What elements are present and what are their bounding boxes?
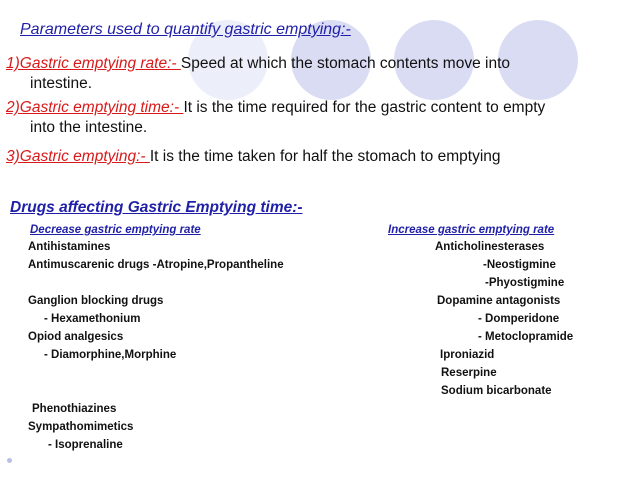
decrease-drug-item: Ganglion blocking drugs <box>28 295 164 307</box>
point-label: 2)Gastric emptying time:- <box>6 99 184 116</box>
point-text-continued: intestine. <box>30 75 93 92</box>
decrease-drug-subitem: - Hexamethonium <box>44 313 141 325</box>
increase-column-heading: Increase gastric emptying rate <box>388 224 555 236</box>
point-text: It is the time required for the gastric content to empty <box>183 99 546 116</box>
drugs-section-title: Drugs affecting Gastric Emptying time:- <box>10 199 303 216</box>
decor-circle <box>498 20 578 100</box>
point-text: It is the time taken for half the stomach to emptying <box>149 148 501 165</box>
increase-drug-item: Anticholinesterases <box>435 241 545 253</box>
point-text: Speed at which the stomach contents move into <box>180 55 510 72</box>
increase-drug-subitem: - Metoclopramide <box>478 331 574 343</box>
decrease-drug-item: Opiod analgesics <box>28 331 124 343</box>
decrease-drug-item: Antimuscarenic drugs -Atropine,Propantheline <box>28 259 284 271</box>
increase-drug-subitem: -Neostigmine <box>483 259 556 271</box>
increase-drug-item: Reserpine <box>441 367 497 379</box>
point-gastric-emptying-time <box>6 98 545 138</box>
decrease-drug-item: Phenothiazines <box>32 403 117 415</box>
point-label: 3)Gastric emptying:- <box>6 148 150 165</box>
decrease-drug-subitem: - Isoprenaline <box>48 439 123 451</box>
point-gastric-emptying <box>6 147 501 167</box>
decrease-drug-subitem: - Diamorphine,Morphine <box>44 349 177 361</box>
bullet-icon <box>7 458 12 463</box>
decrease-drug-item: Sympathomimetics <box>28 421 134 433</box>
decrease-column-heading: Decrease gastric emptying rate <box>30 224 201 236</box>
point-label: 1)Gastric emptying rate:- <box>6 55 181 72</box>
slide-title: Parameters used to quantify gastric emptying:- <box>20 21 351 38</box>
decrease-drug-item: Antihistamines <box>28 241 111 253</box>
increase-drug-item: Sodium bicarbonate <box>441 385 552 397</box>
increase-drug-subitem: - Domperidone <box>478 313 560 325</box>
increase-drug-item: Iproniazid <box>440 349 495 361</box>
point-gastric-emptying-rate <box>6 54 510 94</box>
increase-drug-subitem: -Phyostigmine <box>485 277 565 289</box>
point-text-continued: into the intestine. <box>30 119 148 136</box>
increase-drug-item: Dopamine antagonists <box>437 295 561 307</box>
